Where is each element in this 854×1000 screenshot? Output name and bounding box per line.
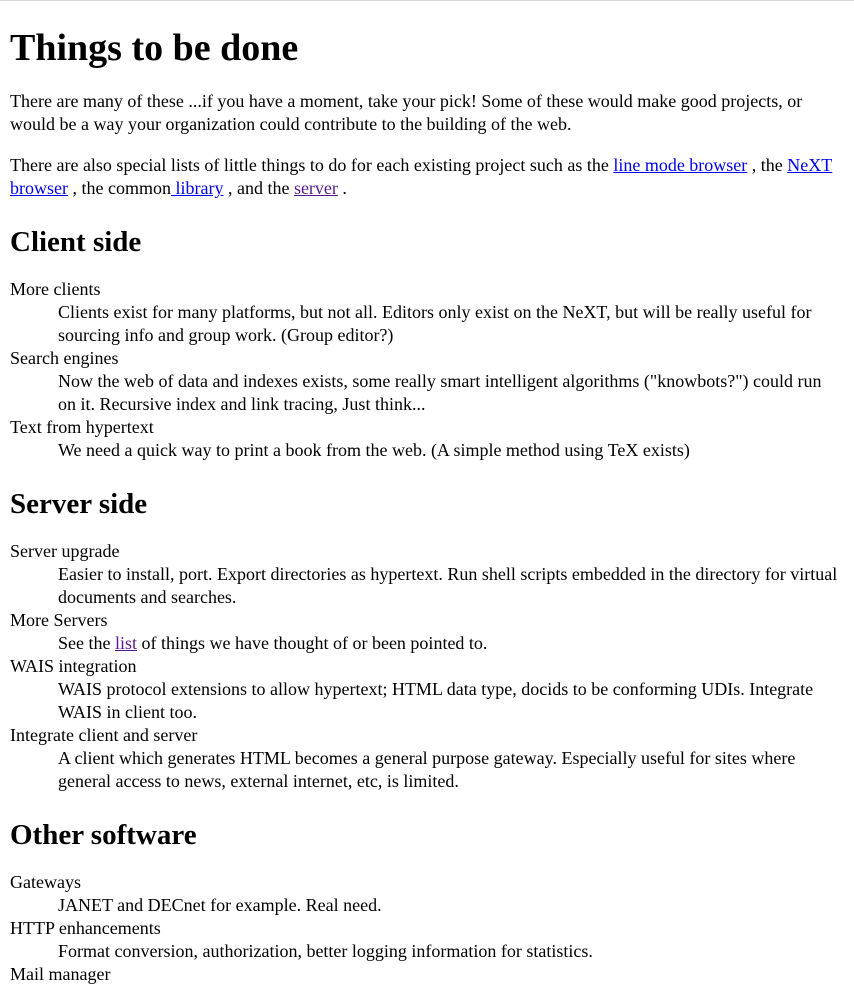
server-desc-more-servers <box>58 632 844 655</box>
client-term-text-from-hypertext: Text from hypertext <box>10 417 154 437</box>
client-desc-text-from-hypertext: We need a quick way to print a book from the web. (A simple method using TeX exists) <box>58 440 690 460</box>
more-servers-text-after: of things we have thought of or been pointed to. <box>137 633 488 653</box>
line-mode-browser-link[interactable]: line mode browser <box>613 155 748 175</box>
next-browser-link[interactable]: NeXT browser <box>10 155 833 198</box>
server-term-integrate: Integrate client and server <box>10 725 198 745</box>
special-text-1: There are also special lists of little things to do for each existing project such as the <box>10 155 614 175</box>
other-desc-gateways: JANET and DECnet for example. Real need. <box>58 895 382 915</box>
server-term-upgrade: Server upgrade <box>10 541 120 561</box>
document-page <box>0 26 854 986</box>
server-side-list <box>10 540 844 793</box>
other-software-heading: Other software <box>10 819 197 851</box>
client-desc-more-clients: Clients exist for many platforms, but not all. Editors only exist on the NeXT, but will be really useful for sourcing info and group work. (Group editor?) <box>58 302 812 345</box>
client-term-search-engines: Search engines <box>10 348 119 368</box>
other-term-gateways: Gateways <box>10 872 81 892</box>
other-desc-http-enhancements: Format conversion, authorization, better logging information for statistics. <box>58 941 593 961</box>
servers-list-link[interactable]: list <box>114 633 137 653</box>
other-term-mail-manager: Mail manager <box>10 964 111 984</box>
special-text-2: , the <box>747 155 788 175</box>
special-lists-paragraph <box>10 154 844 200</box>
client-desc-search-engines: Now the web of data and indexes exists, some really smart intelligent algorithms ("knowbots?") could run on it. Recursive index and link tracing, Just think... <box>58 371 822 414</box>
special-text-5: . <box>337 178 347 198</box>
server-side-heading: Server side <box>10 488 148 520</box>
server-term-wais: WAIS integration <box>10 656 137 676</box>
other-term-http-enhancements: HTTP enhancements <box>10 918 161 938</box>
server-desc-upgrade: Easier to install, port. Export directories as hypertext. Run shell scripts embedded in the directory for virtual documents and searches. <box>58 564 838 607</box>
other-software-list <box>10 871 844 986</box>
server-desc-wais: WAIS protocol extensions to allow hypertext; HTML data type, docids to be conforming UDIs. Integrate WAIS in client too. <box>58 679 814 722</box>
library-link[interactable]: library <box>170 178 224 198</box>
special-text-4: , and the <box>223 178 294 198</box>
server-term-more-servers: More Servers <box>10 610 108 630</box>
more-servers-text-before: See the <box>58 633 115 653</box>
server-link[interactable]: server <box>293 178 338 198</box>
client-term-more-clients: More clients <box>10 279 101 299</box>
intro-paragraph: There are many of these ...if you have a moment, take your pick! Some of these would make good projects, or would be a way your organization could contribute to the building of the web. <box>10 91 803 134</box>
client-side-heading: Client side <box>10 226 142 258</box>
client-side-list <box>10 278 844 462</box>
page-title: Things to be done <box>10 27 299 69</box>
server-desc-integrate: A client which generates HTML becomes a general purpose gateway. Especially useful for sites where general access to news, external internet, etc, is limited. <box>58 748 796 791</box>
special-text-3: , the common <box>67 178 171 198</box>
